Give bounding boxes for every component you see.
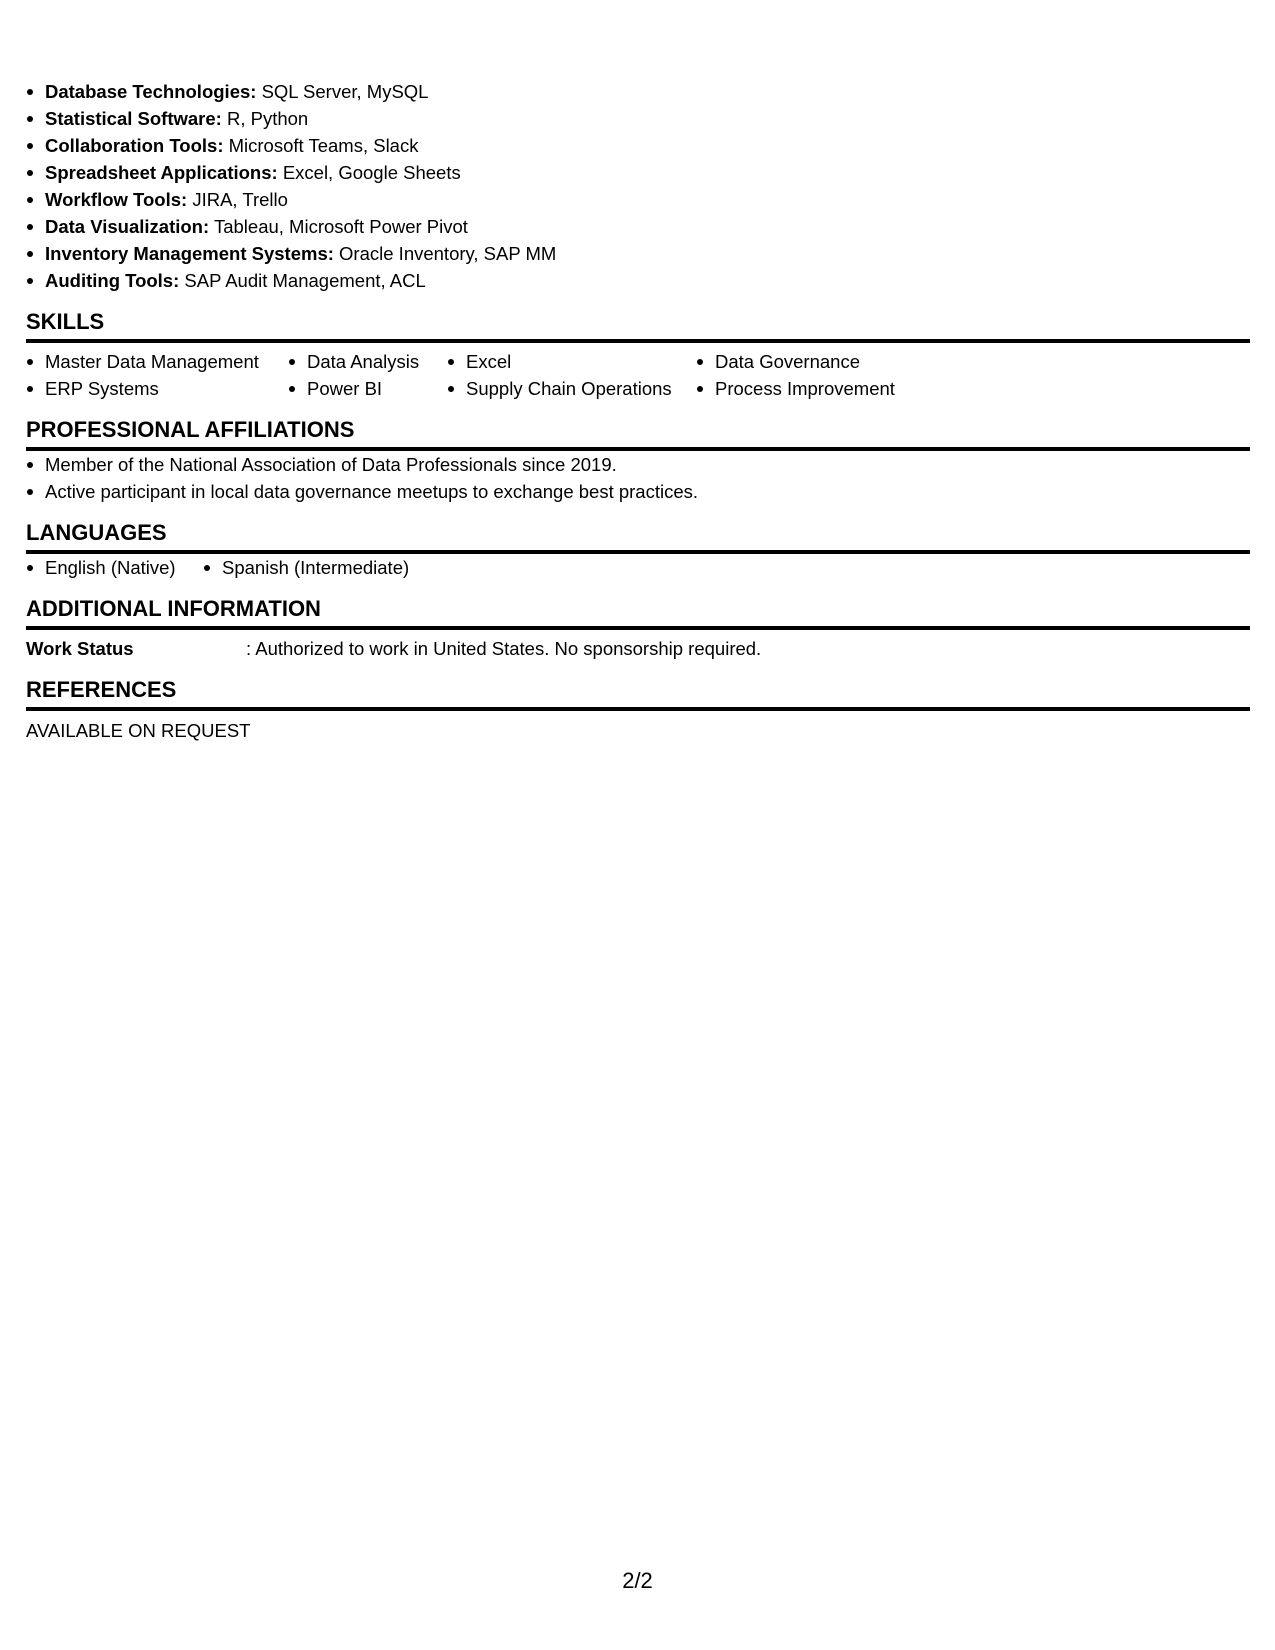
- languages-list: [26, 554, 1250, 581]
- skill-item: Excel: [447, 348, 696, 375]
- section-title-skills: SKILLS: [26, 309, 1250, 343]
- page-number: 2/2: [622, 1568, 653, 1593]
- affiliations-list: [26, 451, 1250, 505]
- skills-section: [26, 309, 1250, 402]
- work-status-value: : Authorized to work in United States. No sponsorship required.: [246, 638, 762, 659]
- language-item: Spanish (Intermediate): [203, 554, 409, 581]
- tools-list: [26, 78, 1250, 294]
- list-item: Active participant in local data governance meetups to exchange best practices.: [26, 478, 1250, 505]
- skill-item: ERP Systems: [26, 375, 288, 402]
- tool-value: Excel, Google Sheets: [282, 162, 461, 183]
- section-title-languages: LANGUAGES: [26, 520, 1250, 554]
- list-item: [26, 78, 1250, 105]
- languages-section: [26, 520, 1250, 581]
- skills-column: [288, 348, 447, 402]
- section-title-additional-info: ADDITIONAL INFORMATION: [26, 596, 1250, 630]
- skill-item: Power BI: [288, 375, 447, 402]
- references-text: AVAILABLE ON REQUEST: [26, 720, 251, 741]
- skill-item: Data Analysis: [288, 348, 447, 375]
- tool-value: Oracle Inventory, SAP MM: [339, 243, 557, 264]
- tool-value: SQL Server, MySQL: [261, 81, 429, 102]
- list-item: [26, 105, 1250, 132]
- tool-label: Collaboration Tools:: [45, 135, 224, 156]
- skills-column: [26, 348, 288, 402]
- tool-value: SAP Audit Management, ACL: [184, 270, 426, 291]
- list-item: [26, 240, 1250, 267]
- tool-value: Microsoft Teams, Slack: [228, 135, 419, 156]
- skill-item: Data Governance: [696, 348, 956, 375]
- tool-value: R, Python: [226, 108, 309, 129]
- list-item: [26, 186, 1250, 213]
- skills-column: [447, 348, 696, 402]
- list-item: [26, 132, 1250, 159]
- tool-label: Spreadsheet Applications:: [45, 162, 278, 183]
- language-item: English (Native): [26, 554, 203, 581]
- tool-label: Database Technologies:: [45, 81, 257, 102]
- list-item: [26, 213, 1250, 240]
- list-item: [26, 159, 1250, 186]
- work-status-label: Work Status: [26, 638, 134, 659]
- skill-item: Supply Chain Operations: [447, 375, 696, 402]
- skills-grid: [26, 348, 1250, 402]
- additional-info-section: [26, 596, 1250, 662]
- skills-column: [696, 348, 956, 402]
- tool-label: Workflow Tools:: [45, 189, 188, 210]
- tool-value: Tableau, Microsoft Power Pivot: [213, 216, 468, 237]
- tool-value: JIRA, Trello: [192, 189, 288, 210]
- skill-item: Master Data Management: [26, 348, 288, 375]
- resume-page: [26, 78, 1250, 744]
- section-title-affiliations: PROFESSIONAL AFFILIATIONS: [26, 417, 1250, 451]
- list-item: Member of the National Association of Data Professionals since 2019.: [26, 451, 1250, 478]
- tool-label: Inventory Management Systems:: [45, 243, 334, 264]
- affiliations-section: [26, 417, 1250, 505]
- tool-label: Data Visualization:: [45, 216, 210, 237]
- tool-label: Statistical Software:: [45, 108, 222, 129]
- tool-label: Auditing Tools:: [45, 270, 180, 291]
- section-title-references: REFERENCES: [26, 677, 1250, 711]
- list-item: [26, 267, 1250, 294]
- references-section: [26, 677, 1250, 744]
- skill-item: Process Improvement: [696, 375, 956, 402]
- work-status-row: [26, 635, 1250, 662]
